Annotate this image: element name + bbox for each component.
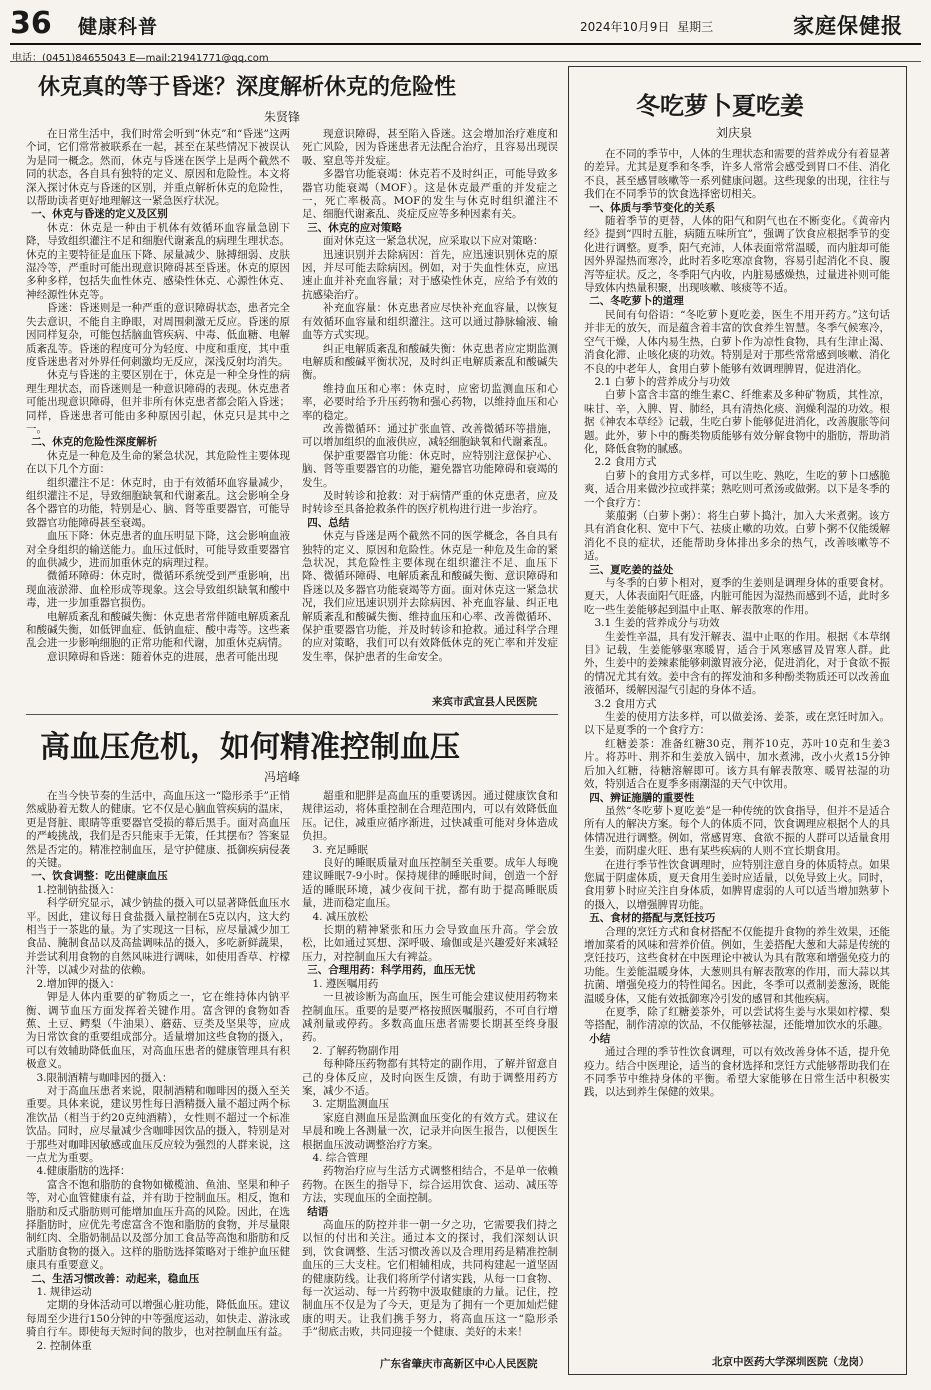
newspaper-name: 家庭保健报 — [793, 13, 903, 38]
subsection-heading: 3. 充足睡眠 — [312, 843, 368, 856]
paragraph: 对于高血压患者来说，限制酒精和咖啡因的摄入至关重要。具体来说，建议男性每日酒精摄入量不超过两个标准饮品（相当于约20克纯酒精），女性则不超过一个标准饮品。同时，应尽量减少含咖啡因饮品的摄入，特别是对于那些对咖啡因敏感或血压反应较为强烈的人群来说，这一点尤为重要。 — [26, 1084, 290, 1164]
article1-author: 朱贤锋 — [264, 110, 301, 124]
paragraph: 休克是一种危及生命的紧急状况，其危险性主要体现在以下几个方面： — [26, 449, 290, 476]
paragraph: 白萝卜的食用方式多样，可以生吃、熟吃，生吃的萝卜口感脆爽，适合用来做沙拉或拌菜；熟吃则可煮汤或做粥。以下是冬季的一个食疗方： — [584, 469, 890, 509]
paragraph: 微循环障碍：休克时，微循环系统受到严重影响，出现血液淤滞、血栓形成等现象。这会导致组织缺氧和酸中毒，进一步加重器官损伤。 — [26, 570, 290, 610]
paragraph: 虽然“冬吃萝卜夏吃姜”是一种传统的饮食指导，但并不是适合所有人的解决方案。每个人的体质不同，饮食调理应根据个人的具体情况进行调整。例如，常感胃寒、食欲不振的人群可以适量食用生姜，而阴虚火旺、患有某些疾病的人则不宜长期食用。 — [584, 804, 890, 858]
subsection-heading: 2.增加钾的摄入： — [36, 977, 121, 990]
masthead — [0, 0, 931, 44]
paragraph: 休克与昏迷的主要区别在于，休克是一种全身性的病理生理状态，而昏迷则是一种意识障碍的表现。休克患者可能出现意识障碍，但并非所有休克患者都会陷入昏迷；同样，昏迷患者可能由多种原因引起，休克只是其中之一。 — [26, 369, 290, 435]
contact-line: 电话：(0451)84655043 E—mail:21941771@qq.com — [12, 53, 269, 64]
paragraph: 保护重要器官功能：休克时，应特别注意保护心、脑、肾等重要器官的功能，避免器官功能障碍和衰竭的发生。 — [302, 449, 558, 489]
paragraph: 组织灌注不足：休克时，由于有效循环血容量减少，组织灌注不足，导致细胞缺氧和代谢紊乱。这会影响全身各个器官的功能，特别是心、脑、肾等重要器官，可能导致器官功能障碍甚至衰竭。 — [26, 476, 290, 529]
paragraph: 生姜性辛温，具有发汗解表、温中止呕的作用。根据《本草纲目》记载，生姜能够驱寒暖胃，适合于风寒感冒及胃寒人群。此外，生姜中的姜辣素能够刺激胃液分泌，促进消化，对于食欲不振的情况尤其有效。姜中含有的挥发油和多种酚类物质还可以改善血液循环，缓解因湿气引起的身体不适。 — [584, 630, 890, 697]
section-heading: 四、总结 — [307, 516, 350, 529]
paragraph: 意识障碍和昏迷：随着休克的进展，患者可能出现 — [47, 650, 278, 663]
paragraph: 补充血容量：休克患者应尽快补充血容量，以恢复有效循环血容量和组织灌注。这可以通过静脉输液、输血等方式实现。 — [302, 302, 558, 342]
paragraph: 面对休克这一紧急状况，应采取以下应对策略： — [323, 235, 544, 248]
section-heading: 结语 — [307, 1205, 329, 1218]
subsection-heading: 3.限制酒精与咖啡因的摄入： — [36, 1071, 173, 1084]
paragraph: 随着季节的更替，人体的阳气和阴气也在不断变化。《黄帝内经》提到“四时五脏，病随五味所宜”，强调了饮食应根据季节的变化进行调整。夏季，阳气充沛，人体表面常常温暖，而内脏却可能因外界湿热而寒冷，此时若多吃寒凉食物，容易引起消化不良、腹泻等症状。反之，冬季阳气内收，内脏易感燥热，过量进补则可能导致体内热量积聚，出现咳嗽、咳痰等不适。 — [584, 215, 890, 295]
paragraph: 一旦被诊断为高血压，医生可能会建议使用药物来控制血压。重要的是要严格按照医嘱服药，不可自行增减剂量或停药。多数高血压患者需要长期甚至终身服药。 — [302, 991, 558, 1044]
paragraph: 富含不饱和脂肪的食物如橄榄油、鱼油、坚果和种子等，对心血管健康有益，并有助于控制血压。相反，饱和脂肪和反式脂肪则可能增加血压升高的风险。因此，在选择脂肪时，应优先考虑富含不饱和脂肪的食物，并尽量限制红肉、全脂奶制品以及部分加工食品等高饱和脂肪和反式脂肪食物的摄入。这样的脂肪选择策略对于维护血压健康具有重要意义。 — [26, 1178, 290, 1272]
paragraph: 血压下降：休克患者的血压明显下降，这会影响血液对全身组织的输送能力。血压过低时，可能导致重要器官的血供减少，进而加重休克的病理过程。 — [26, 530, 290, 569]
article3-column — [584, 148, 890, 1353]
article2-title: 高血压危机，如何精准控制血压 — [40, 730, 460, 765]
article2-column-left — [26, 790, 290, 1376]
weekday-text: 星期三 — [677, 20, 714, 34]
subsection-heading: 2. 控制体重 — [36, 1339, 92, 1352]
subsection-heading: 3.1 生姜的营养成分与功效 — [594, 617, 720, 630]
section-heading: 二、生活习惯改善：动起来，稳血压 — [31, 1272, 200, 1285]
article1-column-left — [26, 128, 290, 706]
section-heading: 三、合理用药：科学用药，血压无忧 — [307, 964, 476, 977]
article1-column-right — [302, 128, 558, 676]
paragraph: 民间有句俗语：“冬吃萝卜夏吃姜，医生不用开药方。”这句话并非无的放矢，而是蕴含着丰富的饮食养生智慧。冬季气候寒冷，空气干燥，人体内易生热，白萝卜作为凉性食物，具有生津止渴、消食化滞、止咳化痰的功效。特别是对于那些常常感到咳嗽、消化不良的中老年人，食用白萝卜能够有效调理脾胃，促进消化。 — [584, 308, 890, 375]
article2-column-right — [302, 790, 558, 1352]
article-divider — [26, 714, 558, 715]
section-heading: 一、体质与季节变化的关系 — [589, 201, 716, 214]
article3-title: 冬吃萝卜夏吃姜 — [636, 91, 804, 120]
subsection-heading: 1. 规律运动 — [36, 1286, 92, 1299]
paragraph: 每种降压药物都有其特定的副作用，了解并留意自己的身体反应，及时向医生反馈，有助于调整用药方案，减少不适。 — [302, 1058, 558, 1097]
paragraph: 红糖姜茶：准备红糖30克，荆芥10克，苏叶10克和生姜3片。将苏叶、荆芥和生姜放入锅中，加水煮沸，改小火煮15分钟后加入红糖，待糖溶解即可。该方具有解表散寒、暖胃祛湿的功效，特别适合在夏季多雨潮湿的天气中饮用。 — [584, 737, 890, 791]
paragraph: 在当今快节奏的生活中，高血压这一“隐形杀手”正悄然威胁着无数人的健康。它不仅是心脑血管疾病的温床，更是肾脏、眼睛等重要器官受损的幕后黑手。面对高血压的严峻挑战，我们是否只能束手无策，任其摆布？答案显然是否定的。精准控制血压，是守护健康、抵御疾病侵袭的关键。 — [26, 790, 290, 870]
section-heading: 小结 — [589, 1032, 611, 1045]
paragraph: 家庭自测血压是监测血压变化的有效方式。建议在早晨和晚上各测量一次，记录并向医生报告，以便医生根据血压波动调整治疗方案。 — [302, 1111, 558, 1151]
subsection-heading: 2.2 食用方式 — [594, 456, 657, 469]
paragraph: 在不同的季节中，人体的生理状态和需要的营养成分有着显著的差异。尤其是夏季和冬季，许多人常常会感受到胃口不佳、消化不良，甚至感冒咳嗽等一系列健康问题。这些现象的出现，往往与我们在不同季节的饮食选择密切相关。 — [584, 148, 890, 201]
masthead-rule — [10, 43, 921, 45]
paragraph: 莱菔粥（白萝卜粥）：将生白萝卜捣汁，加入大米煮粥。该方具有消食化积、宽中下气、祛痰止嗽的功效。白萝卜粥不仅能缓解消化不良的症状，还能帮助身体排出多余的热气，改善咳嗽等不适。 — [584, 509, 890, 563]
paragraph: 定期的身体活动可以增强心脏功能，降低血压。建议每周至少进行150分钟的中等强度运动，如快走、游泳或骑自行车。即使每天短时间的散步，也对控制血压有益。 — [26, 1299, 290, 1339]
section-heading: 五、食材的搭配与烹饪技巧 — [589, 912, 716, 925]
article3-institution: 北京中医药大学深圳医院（龙岗） — [712, 1356, 870, 1368]
section-heading: 三、夏吃姜的益处 — [589, 563, 674, 576]
article1-institution: 来宾市武宣县人民医院 — [432, 696, 537, 708]
section-heading: 一、休克与昏迷的定义及区别 — [31, 208, 168, 221]
paragraph: 在进行季节性饮食调理时，应特别注意自身的体质特点。如果您属于阴虚体质，夏天食用生姜时应适量，以免导致上火。同时，食用萝卜时应关注自身体质，如脾胃虚弱的人可以适当增加熟萝卜的摄入，以增强脾胃功能。 — [584, 858, 890, 911]
article2-author: 冯培峰 — [264, 770, 301, 784]
section-heading: 四、辨证施膳的重要性 — [589, 791, 695, 804]
paragraph: 现意识障碍，甚至陷入昏迷。这会增加治疗难度和死亡风险，因为昏迷患者无法配合治疗，且容易出现误吸、窒息等并发症。 — [302, 128, 558, 167]
subsection-heading: 4.健康脂肪的选择： — [36, 1165, 131, 1178]
subsection-heading: 1. 遵医嘱用药 — [312, 977, 379, 990]
paragraph: 合理的烹饪方式和食材搭配不仅能提升食物的养生效果，还能增加菜肴的风味和营养价值。例如，生姜搭配大葱和大蒜是传统的烹饪技巧，这些食材在中医理论中被认为具有散寒和增强免疫力的功能。生姜能温暖身体，大葱则具有解表散寒的作用，而大蒜以其抗菌、增强免疫力的特性闻名。因此，冬季可以煮制姜葱汤，既能温暖身体，又能有效抵御寒冷引发的感冒和其他疾病。 — [584, 925, 890, 1005]
subsection-heading: 3.2 食用方式 — [594, 697, 657, 710]
paragraph: 药物治疗应与生活方式调整相结合，不是单一依赖药物。在医生的指导下，综合运用饮食、运动、减压等方法，实现血压的全面控制。 — [302, 1165, 558, 1205]
paragraph: 科学研究显示，减少钠盐的摄入可以显著降低血压水平。因此，建议每日食盐摄入量控制在5克以内，这大约相当于一茶匙的量。为了实现这一目标，应尽量减少加工食品、腌制食品以及高盐调味品的摄入，多吃新鲜蔬果，并尝试利用食物的自然风味进行调味，如使用香草、柠檬汁等，以减少对盐的依赖。 — [26, 897, 290, 977]
paragraph: 改善微循环：通过扩张血管、改善微循环等措施，可以增加组织的血液供应，减轻细胞缺氧和代谢紊乱。 — [302, 422, 558, 449]
date-text: 2024年10月9日 — [580, 20, 670, 34]
paragraph: 与冬季的白萝卜相对，夏季的生姜则是调理身体的重要食材。夏天，人体表面阳气旺盛，内脏可能因为湿热而感到不适，此时多吃一些生姜能够起到温中止呕、解表散寒的作用。 — [584, 577, 890, 616]
subsection-heading: 3. 定期监测血压 — [312, 1098, 389, 1111]
subsection-heading: 1.控制钠盐摄入： — [36, 883, 121, 896]
paragraph: 在夏季，除了红糖姜茶外，可以尝试将生姜与水果如柠檬、梨等搭配，制作清凉的饮品，不仅能够祛湿，还能增加饮水的乐趣。 — [584, 1006, 890, 1032]
paragraph: 在日常生活中，我们时常会听到“休克”和“昏迷”这两个词，它们常常被联系在一起，甚至在某些情况下被误认为是同一概念。然而，休克与昏迷在医学上是两个截然不同的状态，各自具有独特的定义、原因和危险性。本文将深入探讨休克与昏迷的区别，并重点解析休克的危险性，以帮助读者更好地理解这一紧急医疗状况。 — [26, 128, 290, 208]
paragraph: 维持血压和心率：休克时，应密切监测血压和心率，必要时给予升压药物和强心药物，以维持血压和心率的稳定。 — [302, 382, 558, 422]
article3-author: 刘庆泉 — [716, 126, 753, 140]
issue-date — [580, 18, 713, 35]
section-heading: 三、休克的应对策略 — [307, 221, 402, 234]
paragraph: 超重和肥胖是高血压的重要诱因。通过健康饮食和规律运动，将体重控制在合理范围内，可以有效降低血压。记住，减重应循序渐进，过快减重可能对身体造成负担。 — [302, 790, 558, 843]
paragraph: 多器官功能衰竭：休克若不及时纠正，可能导致多器官功能衰竭（MOF）。这是休克最严重的并发症之一，死亡率极高。MOF的发生与休克时组织灌注不足、细胞代谢紊乱、炎症反应等多种因素有关。 — [302, 168, 558, 221]
contact-rule — [10, 61, 921, 62]
section-title: 健康科普 — [78, 16, 159, 38]
paragraph: 白萝卜富含丰富的维生素C、纤维素及多种矿物质，其性凉，味甘、辛，入脾、胃、肺经，具有清热化痰、润燥利湿的功效。根据《神农本草经》记载，生吃白萝卜能够促进消化，改善腹胀等问题。此外，萝卜中的酶类物质能够有效分解食物中的脂肪，帮助消化，降低食物的腻感。 — [584, 389, 890, 455]
subsection-heading: 4. 综合管理 — [312, 1151, 368, 1164]
section-heading: 一、饮食调整：吃出健康血压 — [31, 870, 168, 883]
paragraph: 纠正电解质紊乱和酸碱失衡：休克患者应定期监测电解质和酸碱平衡状况，及时纠正电解质紊乱和酸碱失衡。 — [302, 342, 558, 382]
paragraph: 昏迷：昏迷则是一种严重的意识障碍状态，患者完全失去意识，不能自主睁眼，对周围刺激无反应。昏迷的原因同样复杂，可能包括脑血管疾病、中毒、低血糖、电解质紊乱等。昏迷的程度可分为轻度、中度和重度，其中重度昏迷患者对外界任何刺激均无反应，深浅反射均消失。 — [26, 302, 290, 368]
page-number: 36 — [10, 6, 52, 41]
article2-institution: 广东省肇庆市高新区中心人民医院 — [380, 1358, 538, 1370]
subsection-heading: 2. 了解药物副作用 — [312, 1044, 400, 1057]
paragraph: 电解质紊乱和酸碱失衡：休克患者常伴随电解质紊乱和酸碱失衡，如低钾血症、低钠血症、酸中毒等。这些紊乱会进一步影响细胞的正常功能和代谢，加重休克病情。 — [26, 610, 290, 650]
paragraph: 及时转诊和抢救：对于病情严重的休克患者，应及时转诊至具备抢救条件的医疗机构进行进一步治疗。 — [302, 489, 558, 516]
section-heading: 二、冬吃萝卜的道理 — [589, 295, 684, 308]
paragraph: 休克：休克是一种由于机体有效循环血容量急剧下降，导致组织灌注不足和细胞代谢紊乱的病理生理状态。休克的主要特征是血压下降、尿量减少、脉搏细弱、皮肤湿冷等，严重时可能出现意识障碍甚至昏迷。休克的原因多种多样，包括失血性休克、感染性休克、心源性休克、神经源性休克等。 — [26, 221, 290, 301]
article1-title: 休克真的等于昏迷？深度解析休克的危险性 — [38, 74, 457, 100]
paragraph: 休克与昏迷是两个截然不同的医学概念，各自具有独特的定义、原因和危险性。休克是一种危及生命的紧急状况，其危险性主要体现在组织灌注不足、血压下降、微循环障碍、电解质紊乱和酸碱失衡、意识障碍和昏迷以及多器官功能衰竭等方面。面对休克这一紧急状况，我们应迅速识别并去除病因、补充血容量、纠正电解质紊乱和酸碱失衡、维持血压和心率、改善微循环、保护重要器官功能，并及时转诊和抢救。通过科学合理的应对策略，我们可以有效降低休克的死亡率和并发症发生率，保护患者的生命安全。 — [302, 530, 558, 663]
paragraph: 钾是人体内重要的矿物质之一，它在维持体内钠平衡、调节血压方面发挥着关键作用。富含钾的食物如香蕉、土豆、鳄梨（牛油果）、蘑菇、豆类及坚果等，应成为日常饮食的重要组成部分。适量增加这些食物的摄入，可以有效辅助降低血压，对高血压患者的健康管理具有积极意义。 — [26, 991, 290, 1071]
paragraph: 高血压的防控并非一朝一夕之功，它需要我们持之以恒的付出和关注。通过本文的探讨，我们深刻认识到，饮食调整、生活习惯改善以及合理用药是精准控制血压的三大支柱。它们相辅相成，共同构建起一道坚固的健康防线。让我们将所学付诸实践，从每一口食物、每一次运动、每一片药物中汲取健康的力量。记住，控制血压不仅是为了今天，更是为了拥有一个更加灿烂健康的明天。让我们携手努力，将高血压这一“隐形杀手”彻底击败，共同迎接一个健康、美好的未来！ — [302, 1219, 558, 1339]
section-heading: 二、休克的危险性深度解析 — [31, 436, 158, 449]
paragraph: 长期的精神紧张和压力会导致血压升高。学会放松，比如通过冥想、深呼吸、瑜伽或是兴趣爱好来减轻压力，对控制血压大有裨益。 — [302, 924, 558, 963]
paragraph: 通过合理的季节性饮食调理，可以有效改善身体不适，提升免疫力。结合中医理论，适当的食材选择和烹饪方式能够帮助我们在不同季节中维持身体的平衡。希望大家能够在日常生活中积极实践，以达到养生保健的效果。 — [584, 1046, 890, 1099]
subsection-heading: 4. 减压放松 — [312, 910, 368, 923]
subsection-heading: 2.1 白萝卜的营养成分与功效 — [594, 375, 731, 388]
paragraph: 迅速识别并去除病因：首先，应迅速识别休克的原因，并尽可能去除病因。例如，对于失血性休克，应迅速止血并补充血容量；对于感染性休克，应给予有效的抗感染治疗。 — [302, 248, 558, 301]
paragraph: 生姜的使用方法多样，可以做姜汤、姜茶，或在烹饪时加入。以下是夏季的一个食疗方： — [584, 711, 890, 737]
paragraph: 良好的睡眠质量对血压控制至关重要。成年人每晚建议睡眠7-9小时。保持规律的睡眠时间，创造一个舒适的睡眠环境，减少夜间干扰，都有助于提高睡眠质量，进而稳定血压。 — [302, 857, 558, 910]
